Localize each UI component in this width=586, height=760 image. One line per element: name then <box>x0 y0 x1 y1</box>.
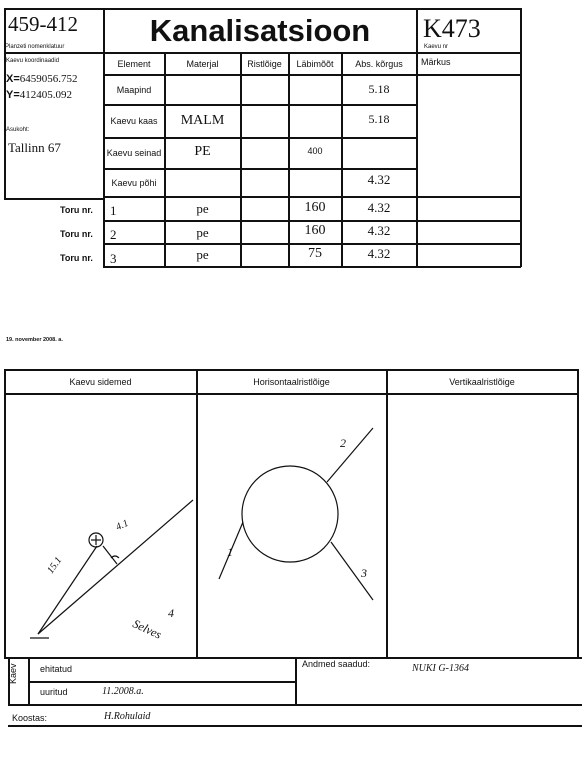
pipe-2-line <box>327 428 373 482</box>
sketch-bottom-border <box>4 657 582 659</box>
sketch-note-selves: Selves <box>130 616 164 642</box>
th-remarks: Märkus <box>421 56 451 67</box>
footer-bottom-border <box>8 725 582 727</box>
sketch-right-border <box>577 369 579 658</box>
pipe-material: pe <box>196 247 209 262</box>
pipe-3-label: 3 <box>361 566 367 580</box>
surveyed-value: 11.2008.a. <box>102 686 144 697</box>
pipe-label: Toru nr. <box>60 253 93 263</box>
document-date: 19. november 2008. a. <box>6 337 63 343</box>
pipe-material: pe <box>196 224 209 240</box>
coord-y-value: 412405.092 <box>19 89 73 101</box>
card-bottom-border <box>103 266 521 268</box>
coord-x <box>6 73 78 85</box>
pipe-height: 4.32 <box>367 223 391 238</box>
pipe-nr: 3 <box>110 251 117 266</box>
surveyed-label: uuritud <box>40 687 68 697</box>
coord-y <box>6 89 72 101</box>
row-element: Maapind <box>116 84 152 95</box>
row-height: 5.18 <box>368 82 390 96</box>
row-element: Kaevu põhi <box>111 177 157 188</box>
th-section: Ristlõige <box>247 58 282 69</box>
mapsheet-border <box>4 52 104 54</box>
pipe-height: 4.32 <box>367 246 391 261</box>
row-element: Kaevu kaas <box>110 116 158 126</box>
source-value: NUKI G-1364 <box>412 663 469 674</box>
author-label: Koostas: <box>12 713 48 723</box>
pipe-nr: 2 <box>110 227 117 242</box>
th-element: Element <box>117 58 151 69</box>
row-height: 4.32 <box>367 172 391 187</box>
th-material: Materjal <box>186 58 219 69</box>
map-sheet-number: 459-412 <box>8 12 78 36</box>
source-label: Andmed saadud: <box>302 659 371 669</box>
pipe-nr: 1 <box>110 203 117 218</box>
sketch-col-connections: Kaevu sidemed <box>69 377 132 387</box>
row-material: MALM <box>180 113 225 128</box>
footer-row-line-2 <box>8 704 582 706</box>
pipe-1-label: 1 <box>227 545 233 559</box>
sketch-col-vertical: Vertikaalristlõige <box>449 377 515 387</box>
pipe-material: pe <box>196 200 209 216</box>
pipe-label: Toru nr. <box>60 205 93 215</box>
location-value: Tallinn 67 <box>8 140 61 155</box>
footer-row-line <box>28 681 296 683</box>
sketch-dim-2: 15.1 <box>45 555 65 576</box>
page-title: Kanalisatsioon <box>149 12 371 48</box>
row-line <box>103 74 521 76</box>
map-sheet-label: Planzeti nomenklatuur <box>5 44 65 50</box>
sketch-note-4: 4 <box>168 606 174 620</box>
row-diameter: 400 <box>307 146 323 156</box>
pipe-diameter: 160 <box>304 223 326 238</box>
coord-x-value: 6459056.752 <box>19 73 78 85</box>
coord-y-prefix: Y= <box>6 89 20 101</box>
row-element: Kaevu seinad <box>106 148 162 158</box>
row-height: 5.18 <box>368 111 390 126</box>
well-number: K473 <box>423 14 481 43</box>
th-diameter: Läbimõõt <box>296 58 334 69</box>
coords-label: Kaevu koordinaadid <box>6 58 60 64</box>
horizontal-section-sketch <box>197 394 386 657</box>
well-number-label: Kaevu nr <box>424 44 449 50</box>
well-circle <box>242 466 338 562</box>
pipe-diameter: 75 <box>308 246 322 261</box>
sketch-dim-1: 4.1 <box>114 517 131 534</box>
pipe-diameter: 160 <box>304 199 326 215</box>
row-material: PE <box>194 144 211 159</box>
card-left-bottom-border <box>4 198 104 200</box>
card-left-border <box>4 8 6 199</box>
pipe-label: Toru nr. <box>60 229 93 239</box>
col-divider-3 <box>240 52 242 267</box>
sketch-col-horizontal: Horisontaalristlõige <box>253 377 330 387</box>
pipe-2-label: 2 <box>340 436 346 450</box>
coord-x-prefix: X= <box>6 73 20 85</box>
card-right-border <box>520 8 522 267</box>
author-value: H.Rohulaid <box>104 711 151 722</box>
built-label: ehitatud <box>40 664 73 674</box>
footer-side-label: Kaev <box>8 663 18 684</box>
th-height: Abs. kõrgus <box>355 58 403 69</box>
location-label: Asukoht: <box>6 127 30 133</box>
sketch-divider-2 <box>386 369 388 658</box>
pipe-height: 4.32 <box>367 199 391 215</box>
